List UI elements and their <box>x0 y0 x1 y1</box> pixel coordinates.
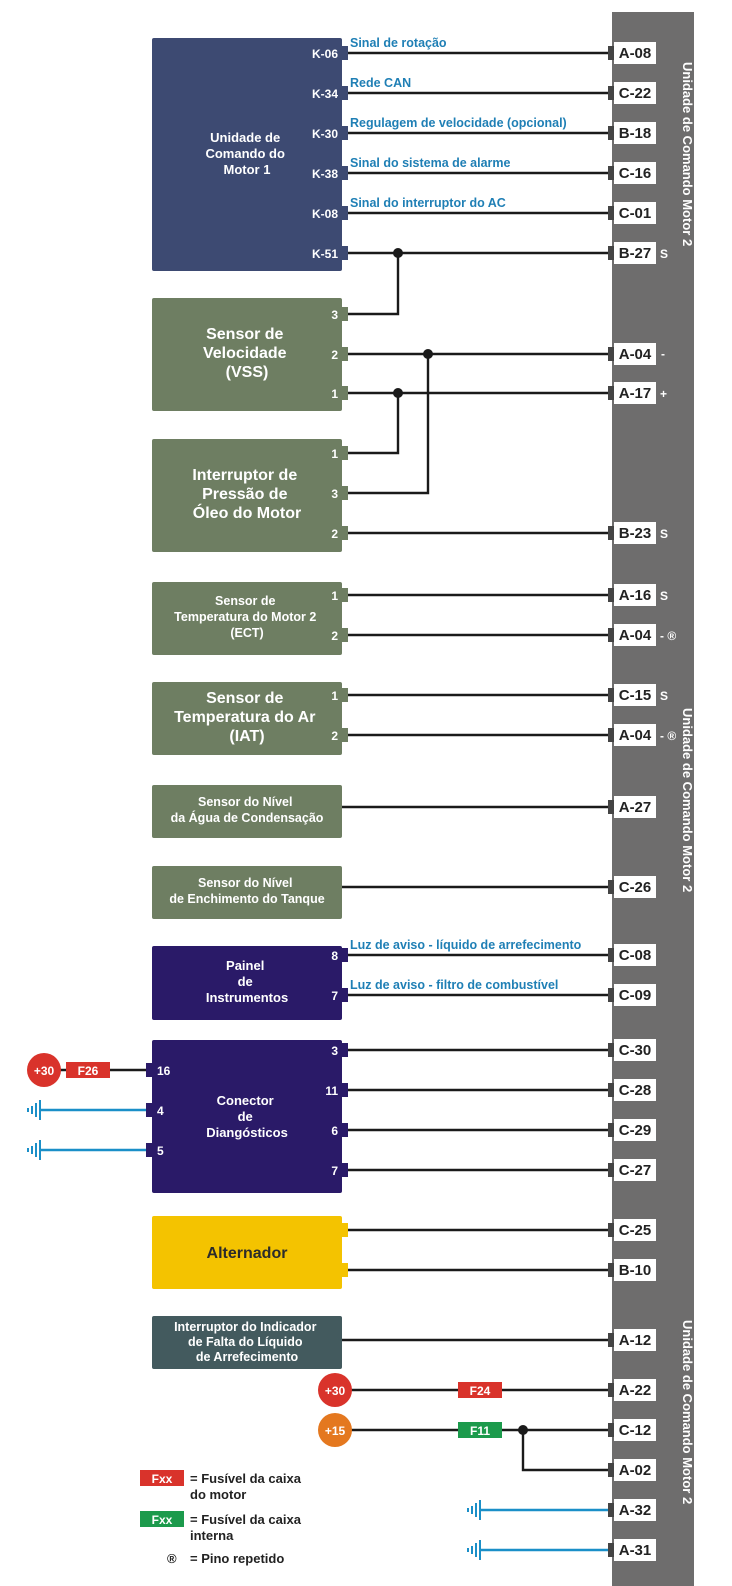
block-ecu-motor-1-line-1: Unidade de <box>210 130 281 145</box>
pin-oil-2: 2 <box>331 527 338 541</box>
connector-tab <box>608 1463 614 1477</box>
connector-tab <box>608 880 614 894</box>
block-ect-line-3: (ECT) <box>230 626 264 640</box>
connector-tab <box>608 988 614 1002</box>
pin-diag-4: 4 <box>157 1104 164 1118</box>
legend-green-fuse-code: Fxx <box>151 1513 173 1527</box>
pin-diag-7: 7 <box>331 1164 338 1178</box>
block-tank-line-1: Sensor do Nível <box>198 876 293 890</box>
block-vss-sensor <box>152 298 348 411</box>
connector-label-c21: C-27 <box>618 1162 652 1179</box>
legend-red-fuse-code: Fxx <box>151 1472 173 1486</box>
connector-tab <box>608 628 614 642</box>
pin-k06: K-06 <box>311 47 338 61</box>
pin-panel-8: 8 <box>331 949 338 963</box>
ecu-label-top: Unidade de Comando Motor 2 <box>680 62 695 247</box>
block-diag-line-1: Conector <box>216 1093 274 1108</box>
connector-label-c3: B-18 <box>618 125 652 142</box>
supply-label: +30 <box>324 1384 346 1398</box>
block-tank-level-sensor <box>152 866 342 919</box>
connector-label-c4: C-16 <box>618 165 652 182</box>
legend <box>140 1470 302 1566</box>
block-diag-line-2: de <box>237 1109 253 1124</box>
mark-b23: S <box>660 527 669 541</box>
supply-plus30-left <box>27 1053 61 1087</box>
block-diag-line-3: Diangósticos <box>206 1125 288 1140</box>
svg-text:Alternador <box>207 1245 288 1262</box>
fuse-f24 <box>458 1382 502 1398</box>
mark-a04: - <box>661 347 665 361</box>
mark-c15: S <box>660 689 669 703</box>
connector-tab <box>608 1223 614 1237</box>
mark-b27: S <box>660 247 669 261</box>
ecu-label-bottom: Unidade de Comando Motor 2 <box>680 1320 695 1505</box>
connector-label-c8: A-17 <box>618 385 652 402</box>
block-oil-line-2: Pressão de <box>202 486 288 503</box>
connector-tab <box>608 347 614 361</box>
fuse-f26 <box>66 1062 110 1078</box>
connector-tab <box>608 1503 614 1517</box>
connector-label-c19: C-28 <box>618 1082 652 1099</box>
signal-label: Sinal do interruptor do AC <box>350 196 506 210</box>
connector-label-c7: A-04 <box>618 346 652 363</box>
connector-tab <box>608 948 614 962</box>
connector-tab <box>608 386 614 400</box>
connector-label-c2: C-22 <box>618 85 652 102</box>
pin-iat-2: 2 <box>331 729 338 743</box>
connector-label-c1: A-08 <box>618 45 652 62</box>
pin-oil-1: 1 <box>331 447 338 461</box>
connector-label-c17: C-09 <box>618 987 652 1004</box>
connector-label-c16: C-08 <box>618 947 652 964</box>
legend-red-fuse-text-1: = Fusível da caixa <box>190 1471 301 1486</box>
block-vss-line-3: (VSS) <box>225 364 269 381</box>
connector-tab <box>608 46 614 60</box>
pin-ect-2: 2 <box>331 629 338 643</box>
pin-panel-7: 7 <box>331 989 338 1003</box>
block-vss-line-2: Velocidade <box>202 345 287 362</box>
pin-k30: K-30 <box>311 127 338 141</box>
block-panel-line-3: Instrumentos <box>205 990 289 1005</box>
connector-tab <box>608 728 614 742</box>
supply-plus30-right <box>318 1373 352 1407</box>
svg-text:Interruptor do Indicador <box>174 1320 320 1364</box>
connector-label-c12: C-15 <box>618 687 652 704</box>
pin-k34: K-34 <box>311 87 338 101</box>
connector-label-c27: A-02 <box>618 1462 652 1479</box>
connector-tab <box>608 246 614 260</box>
block-condensation-line-2: da Água de Condensação <box>170 811 324 825</box>
block-oil-pressure-switch <box>152 439 348 552</box>
mark-a04-repeat-2: - ® <box>660 729 677 743</box>
connector-tab <box>608 1083 614 1097</box>
pin-diag-16: 16 <box>157 1064 171 1078</box>
block-iat-sensor <box>152 682 348 755</box>
mark-a17: + <box>660 387 668 401</box>
connector-tab <box>608 526 614 540</box>
connector-label-c14: A-27 <box>618 799 652 816</box>
connector-tab <box>608 800 614 814</box>
connector-label-c20: C-29 <box>618 1122 652 1139</box>
pin-diag-5: 5 <box>157 1144 164 1158</box>
connector-tab <box>608 1263 614 1277</box>
block-ecu-motor-1-line-3: Motor 1 <box>223 162 271 177</box>
block-coolant-level-switch <box>152 1316 342 1369</box>
mark-a16: S <box>660 589 669 603</box>
pin-ect-1: 1 <box>331 589 338 603</box>
ground-icon <box>28 1100 40 1120</box>
pin-k08: K-08 <box>311 207 338 221</box>
connector-tab <box>608 166 614 180</box>
legend-repeat-text: = Pino repetido <box>190 1551 285 1566</box>
legend-green-fuse-text-1: = Fusível da caixa <box>190 1512 301 1527</box>
signal-label: Rede CAN <box>350 76 412 90</box>
block-diagnostic-connector <box>146 1040 348 1193</box>
connector-label-c26: C-12 <box>618 1422 652 1439</box>
block-iat-line-3: (IAT) <box>229 728 265 745</box>
block-iat-line-1: Sensor de <box>206 690 284 707</box>
supply-label: +30 <box>33 1064 55 1078</box>
connector-tab <box>608 1123 614 1137</box>
signal-labels <box>350 36 582 992</box>
connector-label-c10: A-16 <box>618 587 652 604</box>
connector-label-c23: B-10 <box>618 1262 652 1279</box>
connector-tab <box>608 1333 614 1347</box>
pin-oil-3: 3 <box>331 487 338 501</box>
block-alternator-line-1: Alternador <box>206 1245 288 1262</box>
pin-vss-2: 2 <box>331 348 338 362</box>
connector-label-c15: C-26 <box>618 879 652 896</box>
connector-label-c5: C-01 <box>618 205 652 222</box>
pin-iat-1: 1 <box>331 689 338 703</box>
mark-a04-repeat: - ® <box>660 629 677 643</box>
ground-icon <box>28 1140 40 1160</box>
connector-label-c11: A-04 <box>618 627 652 644</box>
connector-tab <box>608 1043 614 1057</box>
connector-label-c22: C-25 <box>618 1222 652 1239</box>
connector-label-c28: A-32 <box>618 1502 652 1519</box>
block-oil-line-3: Óleo do Motor <box>192 505 302 522</box>
pin-vss-1: 1 <box>331 387 338 401</box>
block-panel-line-1: Painel <box>226 958 265 973</box>
connector-label-c13: A-04 <box>618 727 652 744</box>
block-ect-sensor <box>152 582 348 655</box>
block-oil-line-1: Interruptor de <box>192 467 298 484</box>
connector-tab <box>608 126 614 140</box>
block-ecu-motor-1 <box>152 38 348 271</box>
connector-tab <box>608 1423 614 1437</box>
block-alternator <box>152 1216 348 1289</box>
connector-tab <box>608 688 614 702</box>
fuse-label: F24 <box>469 1384 491 1398</box>
fuse-f11 <box>458 1422 502 1438</box>
block-instrument-panel <box>152 946 348 1020</box>
junction-dots <box>393 248 528 1435</box>
connector-label-c29: A-31 <box>618 1542 652 1559</box>
connector-tab <box>608 588 614 602</box>
block-iat-line-2: Temperatura do Ar <box>174 709 316 726</box>
pin-diag-6: 6 <box>331 1124 338 1138</box>
legend-green-fuse-text-2: interna <box>190 1528 234 1543</box>
block-vss-line-1: Sensor de <box>206 326 284 343</box>
block-ect-line-2: Temperatura do Motor 2 <box>174 610 317 624</box>
block-coolant-line-1: Interruptor do Indicador <box>174 1320 317 1334</box>
supply-label: +15 <box>324 1424 346 1438</box>
block-ecu-motor-1-line-2: Comando do <box>205 146 285 161</box>
connector-tab <box>608 206 614 220</box>
svg-text:Interruptor de Pressão d <box>192 467 301 522</box>
connector-label-c25: A-22 <box>618 1382 652 1399</box>
connector-label-c9: B-23 <box>618 525 652 542</box>
block-coolant-line-2: de Falta do Líquido <box>187 1335 303 1349</box>
ground-icon <box>468 1500 480 1520</box>
pin-vss-3: 3 <box>331 308 338 322</box>
block-condensation-level-sensor <box>152 785 342 838</box>
signal-label: Sinal do sistema de alarme <box>350 156 511 170</box>
connector-label-c18: C-30 <box>618 1042 652 1059</box>
ecu-label-middle: Unidade de Comando Motor 2 <box>680 708 695 893</box>
supply-plus15 <box>318 1413 352 1447</box>
legend-repeat-symbol: ® <box>167 1551 177 1566</box>
connector-tab <box>608 1543 614 1557</box>
legend-red-fuse-text-2: do motor <box>190 1487 247 1502</box>
pin-k38: K-38 <box>311 167 338 181</box>
connector-tab <box>608 86 614 100</box>
block-tank-line-2: de Enchimento do Tanque <box>169 892 325 906</box>
signal-label: Luz de aviso - líquido de arrefecimento <box>350 938 582 952</box>
pin-diag-11: 11 <box>325 1084 338 1098</box>
ground-icon <box>468 1540 480 1560</box>
pin-diag-3: 3 <box>331 1044 338 1058</box>
pin-k51: K-51 <box>311 247 338 261</box>
connector-label-c6: B-27 <box>618 245 652 262</box>
connector-tab <box>608 1163 614 1177</box>
block-panel-line-2: de <box>237 974 253 989</box>
block-condensation-line-1: Sensor do Nível <box>198 795 293 809</box>
signal-label: Regulagem de velocidade (opcional) <box>350 116 567 130</box>
connector-label-c24: A-12 <box>618 1332 652 1349</box>
fuse-label: F26 <box>77 1064 99 1078</box>
block-coolant-line-3: de Arrefecimento <box>195 1350 299 1364</box>
fuse-label: F11 <box>469 1424 491 1438</box>
block-ect-line-1: Sensor de <box>215 594 276 608</box>
connector-tab <box>608 1383 614 1397</box>
signal-label: Sinal de rotação <box>350 36 447 50</box>
signal-label: Luz de aviso - filtro de combustível <box>350 978 559 992</box>
